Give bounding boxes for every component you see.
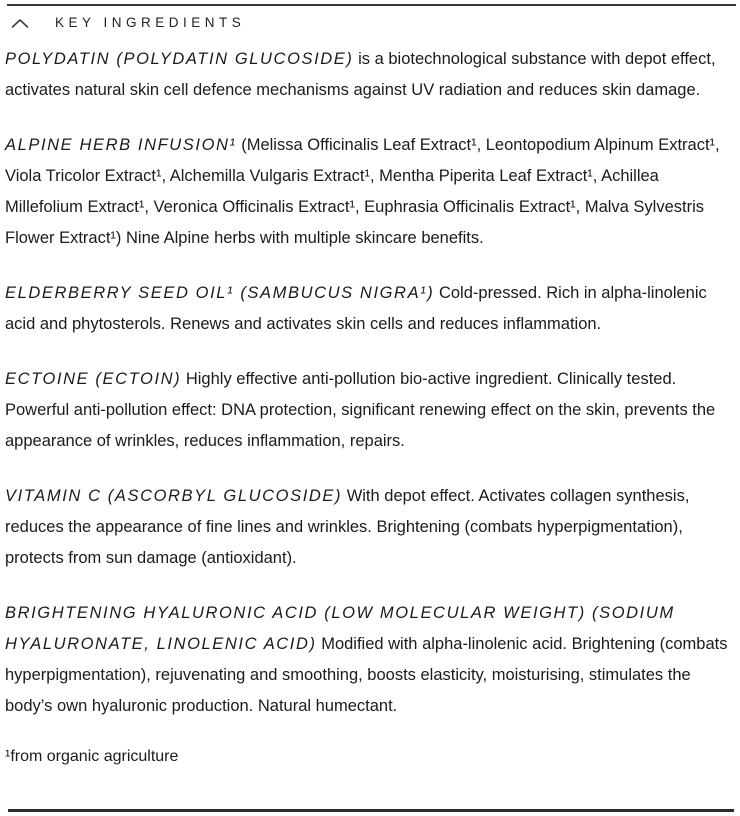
ingredient-term: POLYDATIN (POLYDATIN GLUCOSIDE) bbox=[5, 50, 354, 68]
ingredient-description: (Melissa Officinalis Leaf Extract¹, Leontopodium Alpinum Extract¹, Viola Tricolor Extract¹, Alchemilla Vulgaris Extract¹, Mentha Piperita Leaf Extract¹, Achillea Millefolium Extract¹, Veronica Officinalis Extract¹, Euphrasia Officinalis Extract¹, Malva Sylvestris Flower Extract¹) Nine Alpine herbs with multiple skincare benefits. bbox=[5, 136, 720, 247]
ingredient-term: ECTOINE (ECTOIN) bbox=[5, 370, 182, 388]
ingredient-description: is a biotechnological substance with depot effect, activates natural skin cell defence mechanisms against UV radiation and reduces skin damage. bbox=[5, 50, 716, 99]
ingredient-paragraph-ectoine bbox=[5, 364, 734, 457]
ingredient-paragraph-brightening-hyaluronic-acid bbox=[5, 598, 734, 722]
accordion-content bbox=[5, 31, 734, 768]
bottom-divider bbox=[8, 809, 734, 812]
ingredient-paragraph-vitamin-c bbox=[5, 481, 734, 574]
ingredient-description: With depot effect. Activates collagen synthesis, reduces the appearance of fine lines and wrinkles. Brightening (combats hyperpigmentation), protects from sun damage (antioxidant). bbox=[5, 487, 690, 567]
organic-agriculture-footnote: ¹from organic agriculture bbox=[5, 748, 179, 765]
ingredient-term: ELDERBERRY SEED OIL¹ (SAMBUCUS NIGRA¹) bbox=[5, 284, 435, 302]
ingredient-term: VITAMIN C (ASCORBYL GLUCOSIDE) bbox=[5, 487, 343, 505]
ingredient-paragraph-alpine-herb-infusion bbox=[5, 130, 734, 254]
ingredient-description: Modified with alpha-linolenic acid. Brightening (combats hyperpigmentation), rejuvenating and smoothing, boosts elasticity, moisturising, stimulates the body’s own hyaluronic production. Natural humectant. bbox=[5, 635, 728, 715]
ingredient-description: Highly effective anti-pollution bio-active ingredient. Clinically tested. Powerful anti-pollution effect: DNA protection, significant renewing effect on the skin, prevents the appearance of wrinkles, reduces inflammation, repairs. bbox=[5, 370, 716, 450]
accordion-title: KEY INGREDIENTS bbox=[55, 15, 246, 30]
ingredient-paragraph-polydatin bbox=[5, 44, 734, 106]
ingredient-term: ALPINE HERB INFUSION¹ bbox=[5, 136, 237, 154]
ingredient-description: Cold-pressed. Rich in alpha-linolenic acid and phytosterols. Renews and activates skin cells and reduces inflammation. bbox=[5, 284, 707, 333]
ingredient-term: BRIGHTENING HYALURONIC ACID (LOW MOLECULAR WEIGHT) (SODIUM HYALURONATE, LINOLENIC ACID) bbox=[5, 604, 675, 653]
top-divider bbox=[7, 4, 736, 6]
ingredient-paragraph-elderberry-seed-oil bbox=[5, 278, 734, 340]
chevron-up-icon bbox=[11, 18, 29, 29]
